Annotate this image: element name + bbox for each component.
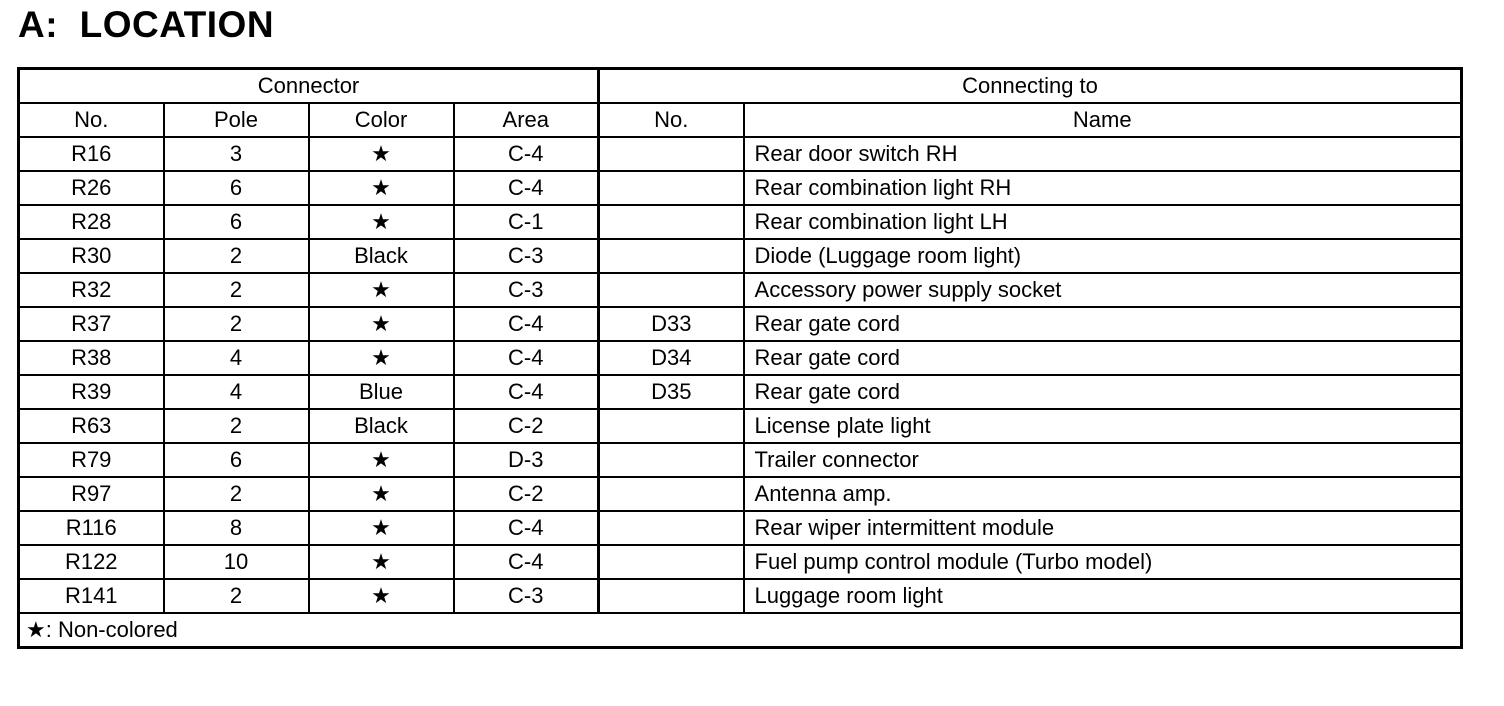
table-row (19, 137, 1462, 171)
table-row (19, 477, 1462, 511)
cell-color: ★ (309, 171, 454, 205)
cell-pole: 6 (164, 205, 309, 239)
cell-name: Accessory power supply socket (744, 273, 1462, 307)
cell-connector-no: R122 (19, 545, 164, 579)
cell-connector-no: R26 (19, 171, 164, 205)
cell-color: Black (309, 239, 454, 273)
cell-connecting-no: D34 (599, 341, 744, 375)
column-header-row (19, 103, 1462, 137)
cell-area: C-4 (454, 307, 599, 341)
cell-connector-no: R30 (19, 239, 164, 273)
cell-pole: 2 (164, 579, 309, 613)
cell-pole: 2 (164, 273, 309, 307)
cell-connector-no: R79 (19, 443, 164, 477)
cell-name: Rear combination light LH (744, 205, 1462, 239)
cell-connector-no: R141 (19, 579, 164, 613)
column-header-connecting-no: No. (599, 103, 744, 137)
cell-color: ★ (309, 205, 454, 239)
table-row (19, 205, 1462, 239)
cell-color: ★ (309, 307, 454, 341)
cell-area: C-1 (454, 205, 599, 239)
cell-connector-no: R32 (19, 273, 164, 307)
connecting-to-group-header: Connecting to (599, 69, 1462, 104)
cell-name: Fuel pump control module (Turbo model) (744, 545, 1462, 579)
cell-connector-no: R63 (19, 409, 164, 443)
cell-color: ★ (309, 273, 454, 307)
table-row (19, 171, 1462, 205)
cell-color: ★ (309, 477, 454, 511)
table-row (19, 511, 1462, 545)
cell-area: C-4 (454, 511, 599, 545)
cell-pole: 10 (164, 545, 309, 579)
cell-color: ★ (309, 341, 454, 375)
cell-connecting-no: D33 (599, 307, 744, 341)
table-row (19, 239, 1462, 273)
group-header-row (19, 69, 1462, 104)
cell-area: C-4 (454, 171, 599, 205)
cell-name: Rear combination light RH (744, 171, 1462, 205)
cell-area: C-2 (454, 477, 599, 511)
table-row (19, 375, 1462, 409)
cell-color: ★ (309, 443, 454, 477)
column-header-no: No. (19, 103, 164, 137)
cell-connector-no: R39 (19, 375, 164, 409)
cell-name: Luggage room light (744, 579, 1462, 613)
cell-connector-no: R28 (19, 205, 164, 239)
cell-name: Rear gate cord (744, 307, 1462, 341)
cell-pole: 2 (164, 409, 309, 443)
footnote: ★: Non-colored (19, 613, 1462, 648)
cell-area: D-3 (454, 443, 599, 477)
cell-connecting-no (599, 579, 744, 613)
cell-name: Rear door switch RH (744, 137, 1462, 171)
table-row (19, 545, 1462, 579)
cell-connector-no: R37 (19, 307, 164, 341)
cell-color: ★ (309, 579, 454, 613)
cell-area: C-3 (454, 239, 599, 273)
cell-connector-no: R97 (19, 477, 164, 511)
cell-pole: 8 (164, 511, 309, 545)
cell-connecting-no (599, 477, 744, 511)
cell-connecting-no (599, 137, 744, 171)
cell-name: Antenna amp. (744, 477, 1462, 511)
cell-name: Rear wiper intermittent module (744, 511, 1462, 545)
cell-name: Rear gate cord (744, 375, 1462, 409)
cell-name: Diode (Luggage room light) (744, 239, 1462, 273)
cell-name: License plate light (744, 409, 1462, 443)
cell-connecting-no (599, 171, 744, 205)
table-row (19, 579, 1462, 613)
footnote-row (19, 613, 1462, 648)
cell-pole: 6 (164, 171, 309, 205)
cell-connecting-no (599, 511, 744, 545)
cell-area: C-4 (454, 375, 599, 409)
column-header-pole: Pole (164, 103, 309, 137)
table-row (19, 409, 1462, 443)
cell-name: Rear gate cord (744, 341, 1462, 375)
cell-connector-no: R116 (19, 511, 164, 545)
cell-connecting-no (599, 239, 744, 273)
column-header-name: Name (744, 103, 1462, 137)
table-body (19, 137, 1462, 613)
cell-color: ★ (309, 137, 454, 171)
cell-pole: 2 (164, 477, 309, 511)
cell-pole: 3 (164, 137, 309, 171)
cell-area: C-2 (454, 409, 599, 443)
cell-area: C-4 (454, 545, 599, 579)
table-row (19, 443, 1462, 477)
cell-connector-no: R16 (19, 137, 164, 171)
cell-name: Trailer connector (744, 443, 1462, 477)
table-row (19, 341, 1462, 375)
cell-connecting-no: D35 (599, 375, 744, 409)
cell-pole: 2 (164, 307, 309, 341)
cell-connecting-no (599, 409, 744, 443)
column-header-area: Area (454, 103, 599, 137)
cell-connecting-no (599, 545, 744, 579)
page-title: A: LOCATION (18, 4, 275, 45)
cell-connector-no: R38 (19, 341, 164, 375)
cell-pole: 6 (164, 443, 309, 477)
cell-color: ★ (309, 511, 454, 545)
cell-connecting-no (599, 273, 744, 307)
table-row (19, 273, 1462, 307)
cell-color: ★ (309, 545, 454, 579)
connector-group-header: Connector (19, 69, 599, 104)
cell-color: Blue (309, 375, 454, 409)
table-row (19, 307, 1462, 341)
cell-pole: 4 (164, 341, 309, 375)
cell-pole: 2 (164, 239, 309, 273)
connector-location-table (17, 67, 1463, 649)
cell-area: C-3 (454, 273, 599, 307)
cell-color: Black (309, 409, 454, 443)
cell-pole: 4 (164, 375, 309, 409)
cell-connecting-no (599, 443, 744, 477)
cell-connecting-no (599, 205, 744, 239)
column-header-color: Color (309, 103, 454, 137)
cell-area: C-4 (454, 341, 599, 375)
cell-area: C-3 (454, 579, 599, 613)
cell-area: C-4 (454, 137, 599, 171)
